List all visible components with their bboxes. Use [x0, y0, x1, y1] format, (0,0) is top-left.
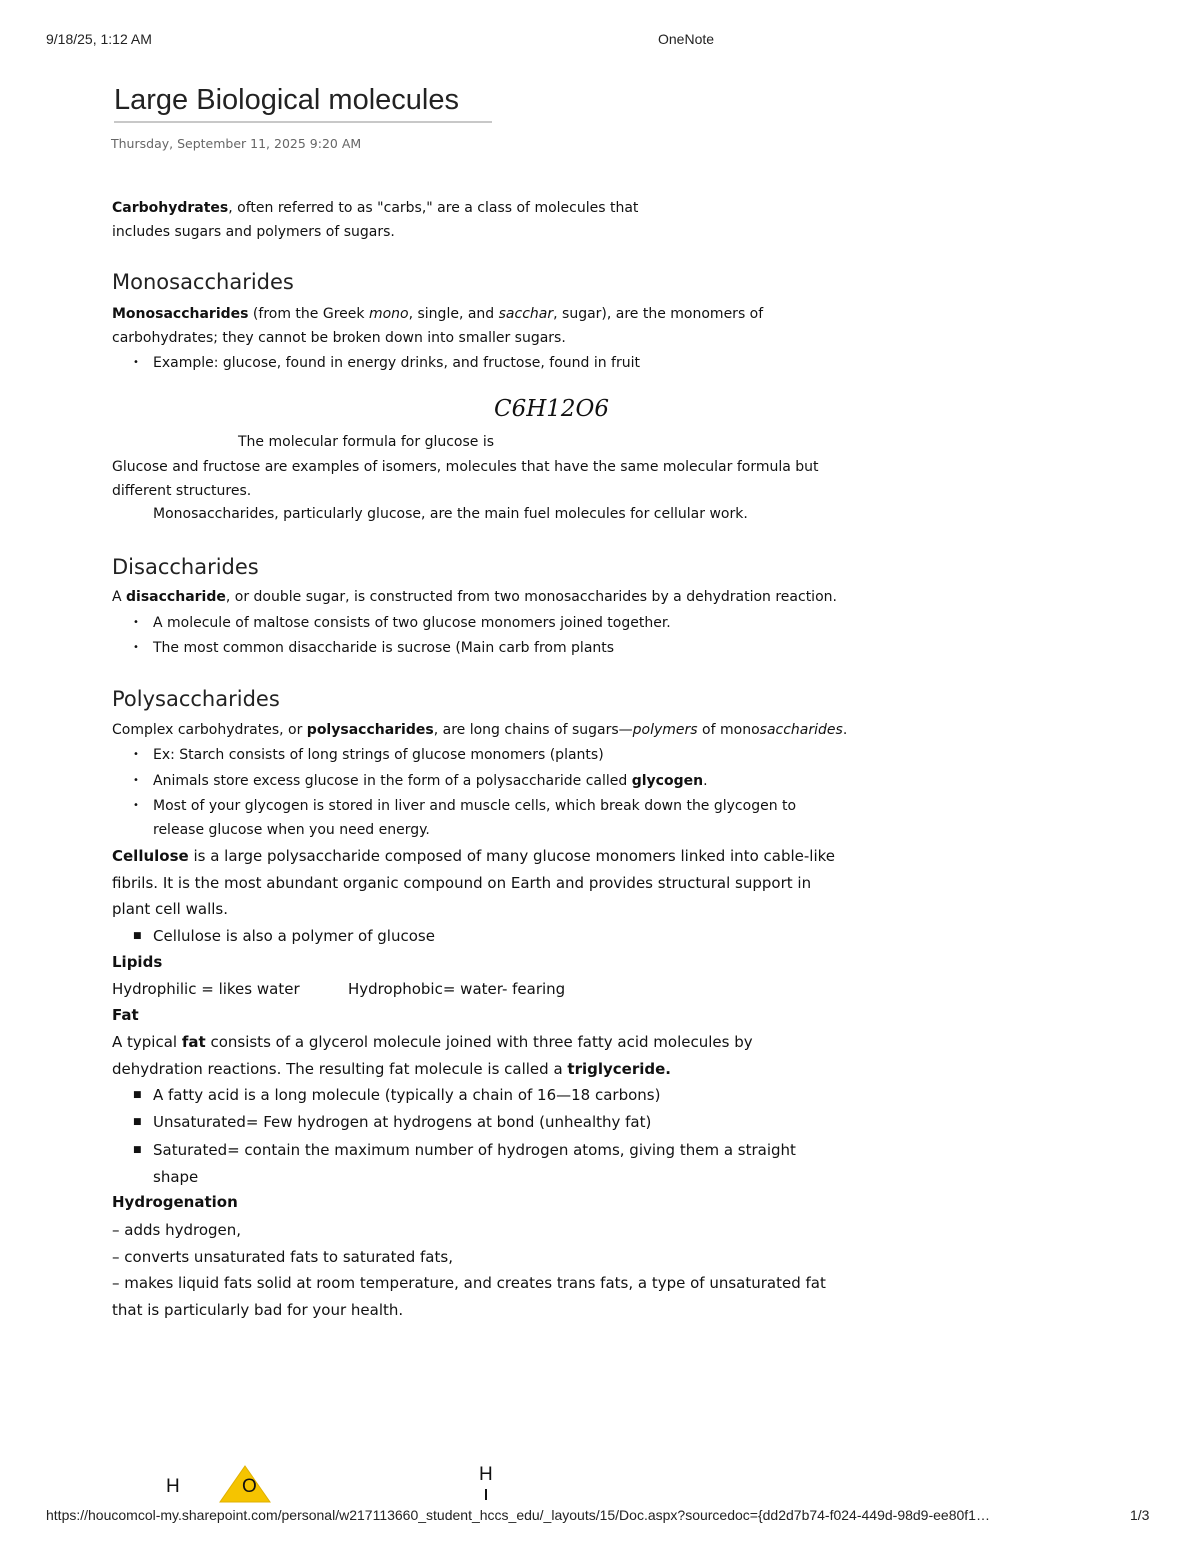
di-paragraph: A disaccharide, or double sugar, is constructed from two monosaccharides by a dehydration reaction. [112, 589, 837, 605]
isomer-paragraph: Glucose and fructose are examples of isomers, molecules that have the same molecular formula but different structures. [112, 459, 819, 499]
formula-caption: The molecular formula for glucose is [238, 434, 495, 450]
intro-paragraph: Carbohydrates, often referred to as "carbs," are a class of molecules that includes sugars and polymers of sugars. [112, 200, 639, 240]
list-item: • Most of your glycogen is stored in liver and muscle cells, which break down the glycogen to release glucose when you need energy. [133, 798, 797, 838]
atom-label-h-top: H [479, 1464, 493, 1485]
list-item: • Animals store excess glucose in the form of a polysaccharide called glycogen. [133, 773, 708, 789]
hydrogenation-list: – adds hydrogen, – converts unsaturated fats to saturated fats, – makes liquid fats solid at room temperature, and creates trans fats, a type of unsaturated fat that is particularly bad for your health. [112, 1221, 826, 1319]
heading-disaccharides: Disaccharides [112, 555, 259, 579]
fuel-note: Monosaccharides, particularly glucose, are the main fuel molecules for cellular work. [153, 506, 748, 522]
list-item: ■ Saturated= contain the maximum number of hydrogen atoms, giving them a straight shape [133, 1141, 796, 1186]
print-page-number: 1/3 [1130, 1507, 1150, 1523]
bond-line [485, 1489, 487, 1500]
list-item: ■ Unsaturated= Few hydrogen at hydrogens at bond (unhealthy fat) [133, 1113, 652, 1131]
list-item: ■ A fatty acid is a long molecule (typically a chain of 16—18 carbons) [133, 1086, 661, 1104]
print-url: https://houcomcol-my.sharepoint.com/personal/w217113660_student_hccs_edu/_layouts/15/Doc.aspx?sourcedoc={dd2d7b74-f024-449d-98d9-ee80f1… [46, 1507, 990, 1523]
page-timestamp: Thursday, September 11, 2025 9:20 AM [111, 136, 362, 151]
print-app-name: OneNote [658, 31, 715, 47]
list-item: • Ex: Starch consists of long strings of glucose monomers (plants) [133, 747, 604, 763]
page-title: Large Biological molecules [114, 84, 492, 123]
list-item: • Example: glucose, found in energy drinks, and fructose, found in fruit [133, 355, 640, 371]
mono-paragraph: Monosaccharides (from the Greek mono, single, and sacchar, sugar), are the monomers of carbohydrates; they cannot be broken down into smaller sugars. [112, 306, 764, 346]
list-item: ■ Cellulose is also a polymer of glucose [133, 927, 435, 945]
atom-label-o: O [242, 1476, 257, 1497]
heading-lipids: Lipids [112, 953, 163, 971]
heading-fat: Fat [112, 1006, 139, 1024]
glucose-formula: C6H12O6 [494, 396, 610, 422]
heading-monosaccharides: Monosaccharides [112, 270, 294, 294]
atom-label-h: H [166, 1476, 180, 1497]
list-item: • The most common disaccharide is sucrose (Main carb from plants [133, 640, 615, 656]
print-datetime: 9/18/25, 1:12 AM [46, 31, 152, 47]
hydrophobic-note: Hydrophobic= water- fearing [348, 980, 566, 998]
hydrophilic-note: Hydrophilic = likes water [112, 980, 300, 998]
poly-paragraph: Complex carbohydrates, or polysaccharides, are long chains of sugars—polymers of monosaccharides. [112, 722, 848, 738]
cellulose-paragraph: Cellulose is a large polysaccharide composed of many glucose monomers linked into cable-like fibrils. It is the most abundant organic compound on Earth and provides structural support in plant cell walls. [112, 847, 835, 918]
term-carbohydrates: Carbohydrates [112, 200, 229, 216]
heading-hydrogenation: Hydrogenation [112, 1193, 238, 1211]
list-item: • A molecule of maltose consists of two glucose monomers joined together. [133, 615, 671, 631]
heading-polysaccharides: Polysaccharides [112, 687, 280, 711]
fat-paragraph: A typical fat consists of a glycerol molecule joined with three fatty acid molecules by dehydration reactions. The resulting fat molecule is called a triglyceride. [112, 1033, 753, 1078]
